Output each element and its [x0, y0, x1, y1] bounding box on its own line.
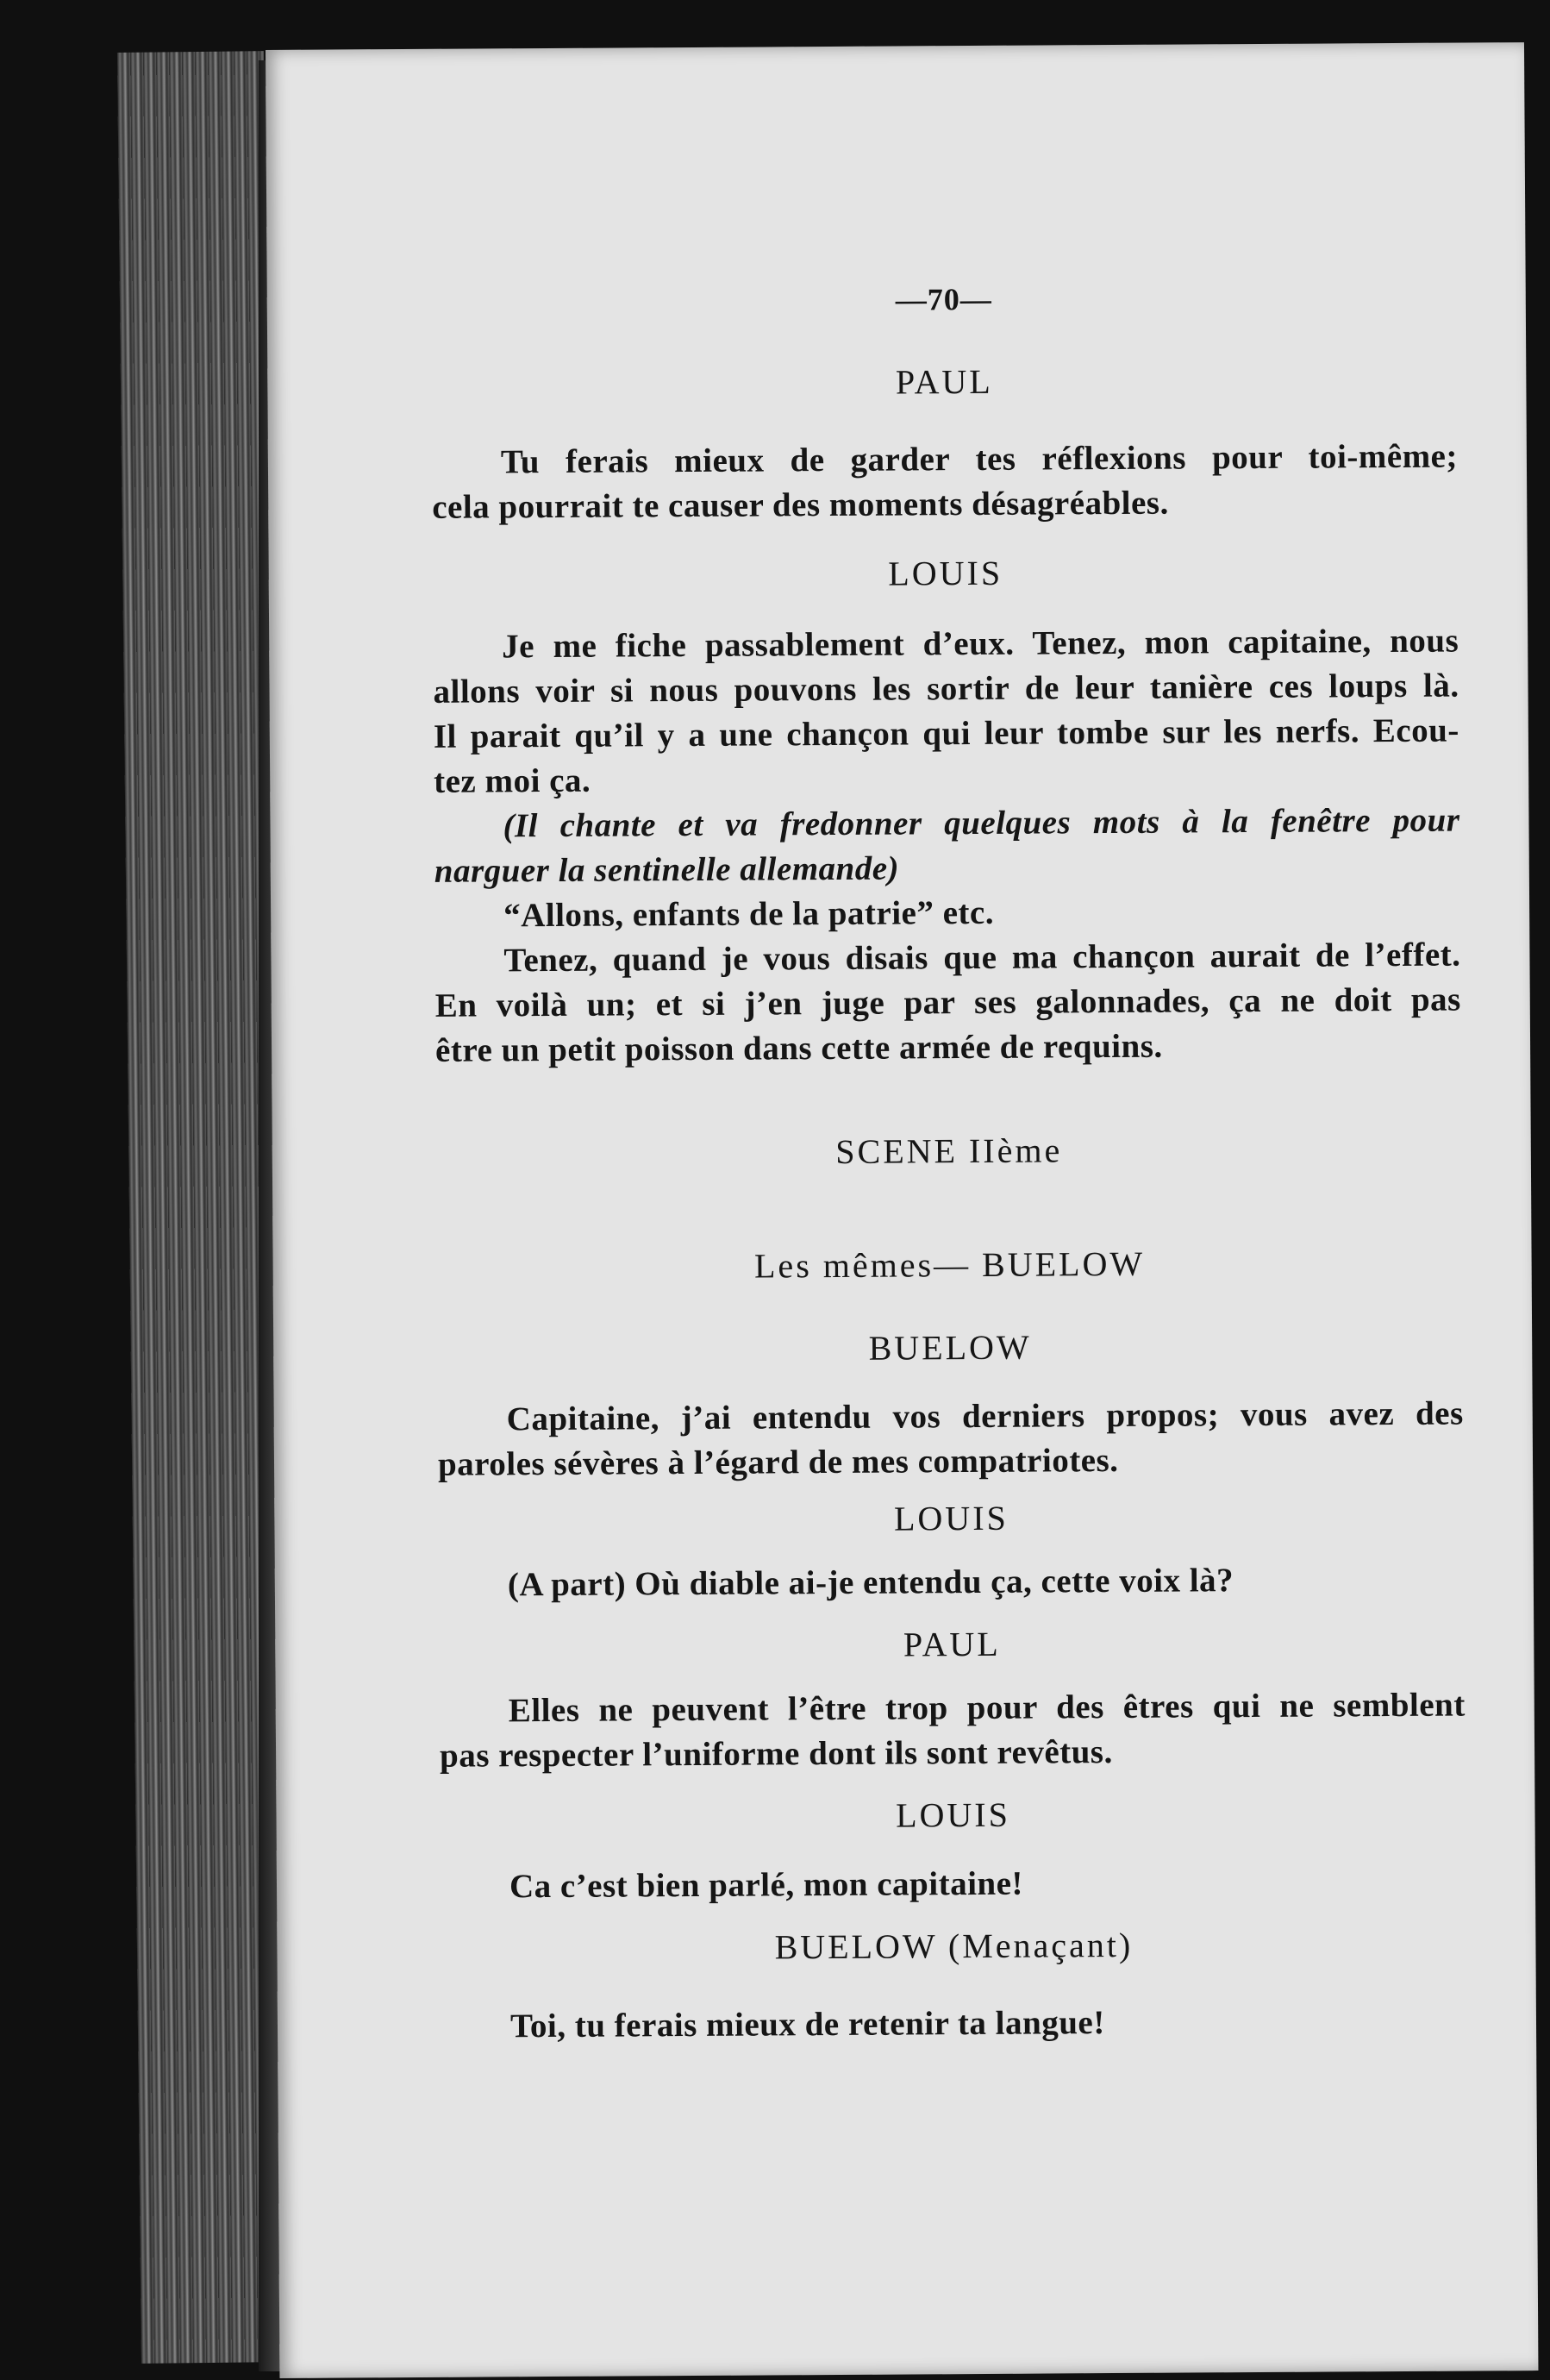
speaker-paul: PAUL — [903, 1624, 1001, 1664]
dialogue-line: Toi, tu ferais mieux de retenir ta langue! — [509, 2004, 1105, 2045]
dialogue-line: (A part) Où diable ai-je entendu ça, cette voix là? — [507, 1562, 1234, 1604]
dialogue-line: tez moi ça. — [434, 761, 591, 800]
stage-direction: (Il chante et va fredonner quelques mots à la fenêtre pour — [503, 801, 1460, 845]
dialogue-line: En voilà un; et si j’en juge par ses galonnades, ça ne doit pas — [434, 980, 1461, 1024]
dialogue-line: Capitaine, j’ai entendu vos derniers propos; vous avez des — [506, 1394, 1464, 1438]
dialogue-line: Elles ne peuvent l’être trop pour des êtres qui ne semblent — [508, 1686, 1466, 1730]
scene-heading: SCENE IIème — [835, 1130, 1063, 1171]
speaker-buelow: BUELOW (Menaçant) — [774, 1925, 1134, 1967]
dialogue-line: cela pourrait te causer des moments désagréables. — [432, 484, 1169, 526]
book-page — [266, 42, 1538, 2378]
speaker-paul: PAUL — [895, 361, 993, 402]
speaker-buelow: BUELOW — [868, 1327, 1032, 1368]
dialogue-line: Il parait qu’il y a une chançon qui leur tombe sur les nerfs. Ecou- — [433, 711, 1459, 755]
speaker-louis: LOUIS — [893, 1498, 1009, 1538]
song-line: “Allons, enfants de la patrie” etc. — [503, 893, 995, 935]
dialogue-line: paroles sévères à l’égard de mes compatriotes. — [437, 1441, 1119, 1483]
page-number: —70— — [895, 281, 992, 317]
scene-characters: Les mêmes— BUELOW — [753, 1243, 1146, 1286]
speaker-louis: LOUIS — [888, 553, 1003, 593]
speaker-louis: LOUIS — [895, 1794, 1011, 1835]
dialogue-line: Ca c’est bien parlé, mon capitaine! — [509, 1864, 1024, 1906]
dialogue-line: pas respecter l’uniforme dont ils sont revêtus. — [439, 1733, 1113, 1775]
page-text — [266, 42, 1538, 2378]
dialogue-line: allons voir si nous pouvons les sortir de leur tanière ces loups là. — [433, 667, 1459, 711]
dialogue-line: Tenez, quand je vous disais que ma chançon aurait de l’effet. — [503, 936, 1461, 980]
dialogue-line: être un petit poisson dans cette armée de requins. — [434, 1027, 1163, 1069]
dialogue-line: Je me fiche passablement d’eux. Tenez, mon capitaine, nous — [502, 622, 1459, 666]
stage-direction: narguer la sentinelle allemande) — [434, 849, 900, 890]
dialogue-line: Tu ferais mieux de garder tes réflexions pour toi-même; — [500, 437, 1459, 481]
